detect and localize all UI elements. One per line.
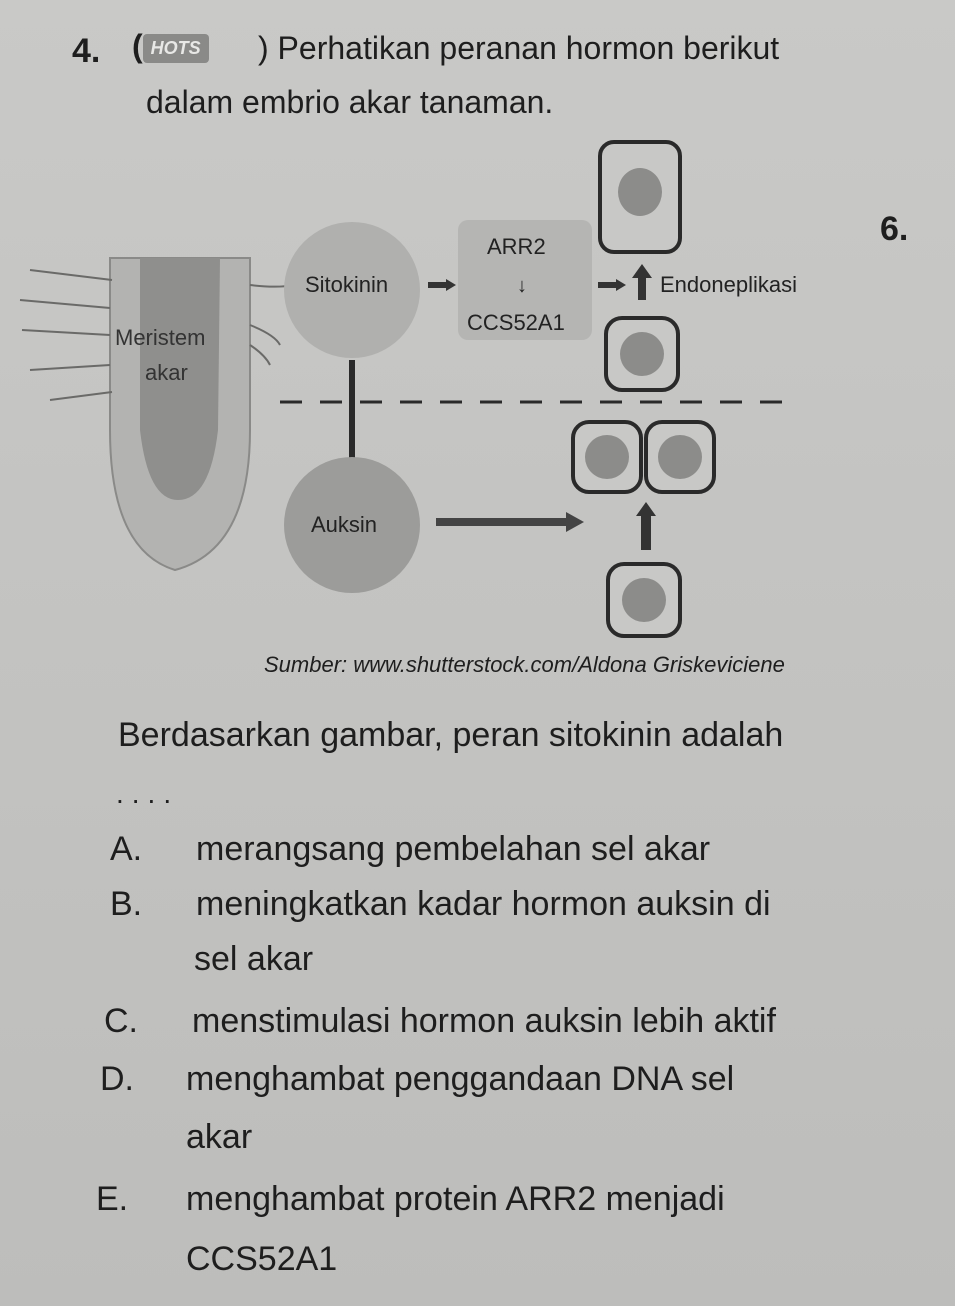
hots-badge: HOTS [143,34,209,63]
next-question-number: 6. [880,210,909,248]
cell-nucleus [618,168,662,216]
up-arrow-shaft [641,514,651,550]
arrow-head [566,512,584,532]
ccs52a1-label: CCS52A1 [467,310,565,335]
meristem-label: Meristem [115,325,206,350]
root-tip-illustration [20,258,310,570]
arrow-auksin-shaft [436,518,568,526]
hormone-diagram [0,130,955,650]
option-letter: D. [100,1060,134,1098]
option-text: sel akar [194,940,314,978]
question-text-line2: dalam embrio akar tanaman. [146,84,554,120]
option-letter: A. [110,830,143,868]
meristem-label-2: akar [145,360,188,385]
hots-label [132,28,209,65]
question-number: 4. [72,32,101,70]
arrow-head [616,279,626,291]
cell-nucleus [658,435,702,479]
arr2-label: ARR2 [487,234,546,259]
option-letter: C. [104,1002,138,1040]
open-paren: ( [132,28,143,64]
endoneplikasi-label: Endoneplikasi [660,272,797,297]
auksin-label: Auksin [311,512,378,537]
up-arrow-shaft [638,276,646,300]
option-text: merangsang pembelahan sel akar [196,830,711,868]
arrow-head [446,279,456,291]
option-text: meningkatkan kadar hormon auksin di [196,885,771,923]
sitokinin-label: Sitokinin [305,272,389,297]
answer-blank: .... [116,778,180,809]
option-letter: E. [96,1180,129,1218]
cell-nucleus [622,578,666,622]
option-text: menstimulasi hormon auksin lebih aktif [192,1002,776,1040]
cell-nucleus [585,435,629,479]
cell-nucleus [620,332,664,376]
option-text: menghambat penggandaan DNA sel [186,1060,735,1098]
down-arrow-glyph: ↓ [517,275,527,297]
option-text: menghambat protein ARR2 menjadi [186,1180,725,1218]
up-arrow-head [632,264,652,278]
question-text-line1: ) Perhatikan peranan hormon berikut [258,30,780,66]
option-text: CCS52A1 [186,1240,338,1278]
up-arrow-head [636,502,656,516]
option-text: akar [186,1118,253,1156]
option-letter: B. [110,885,143,923]
image-source: Sumber: www.shutterstock.com/Aldona Griskeviciene [264,652,785,677]
question-prompt: Berdasarkan gambar, peran sitokinin adalah [118,716,784,754]
